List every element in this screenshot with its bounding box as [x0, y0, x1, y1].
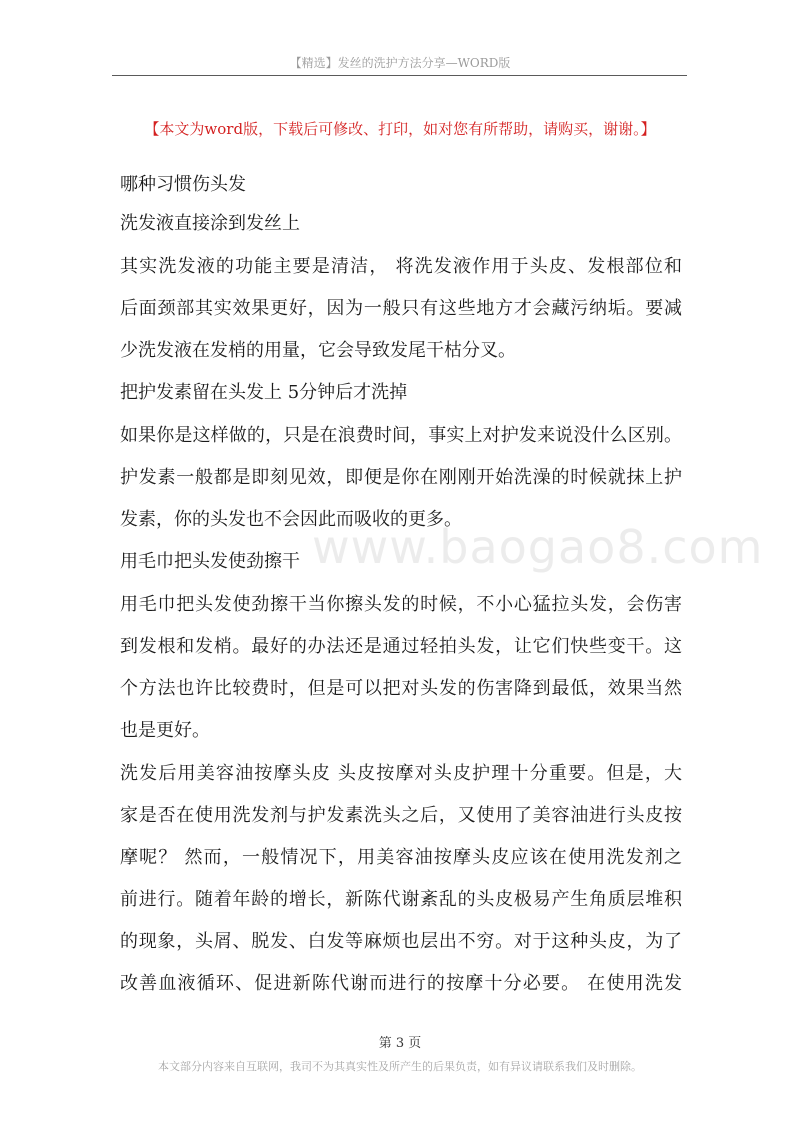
subheading: 把护发素留在头发上 5分钟后才洗掉 [120, 382, 408, 403]
subheading: 用毛巾把头发使劲擦干 [120, 551, 300, 572]
body-line: 家是否在使用洗发剂与护发素洗头之后，又使用了美容油进行头皮按 [120, 805, 682, 826]
subheading: 洗发液直接涂到发丝上 [120, 213, 300, 234]
body-line: 洗发后用美容油按摩头皮 头皮按摩对头皮护理十分重要。但是，大 [120, 763, 682, 784]
body-line: 摩呢？ 然而，一般情况下，用美容油按摩头皮应该在使用洗发剂之 [120, 847, 682, 868]
body-line: 的现象，头屑、脱发、白发等麻烦也层出不穷。对于这种头皮，为了 [120, 931, 682, 952]
body-line: 也是更好。 [120, 720, 210, 741]
section-heading: 哪种习惯伤头发 [120, 174, 246, 195]
site-watermark: www.baogao8.com [312, 520, 764, 574]
body-line: 到发根和发梢。最好的办法还是通过轻拍头发，让它们快些变干。这 [120, 636, 682, 657]
body-line: 前进行。随着年龄的增长，新陈代谢紊乱的头皮极易产生角质层堆积 [120, 889, 682, 910]
body-line: 发素，你的头发也不会因此而吸收的更多。 [120, 509, 462, 530]
body-line: 如果你是这样做的，只是在浪费时间，事实上对护发来说没什么区别。 [120, 425, 682, 446]
body-line: 护发素一般都是即刻见效，即便是你在刚刚开始洗澡的时候就抹上护 [120, 467, 682, 488]
body-line: 改善血液循环、促进新陈代谢而进行的按摩十分必要。 在使用洗发 [120, 973, 682, 994]
body-line: 后面颈部其实效果更好，因为一般只有这些地方才会藏污纳垢。要减 [120, 298, 682, 319]
footer-disclaimer: 本文部分内容来自互联网，我司不为其真实性及所产生的后果负责，如有异议请联系我们及时删除。 [158, 1060, 642, 1073]
body-line: 用毛巾把头发使劲擦干当你擦头发的时候，不小心猛拉头发，会伤害 [120, 594, 682, 615]
body-line: 个方法也许比较费时，但是可以把对头发的伤害降到最低，效果当然 [120, 678, 682, 699]
page-number: 第 3 页 [378, 1036, 422, 1051]
body-line: 其实洗发液的功能主要是清洁， 将洗发液作用于头皮、发根部位和 [120, 256, 682, 277]
purchase-notice: 【本文为word版，下载后可修改、打印，如对您有所帮助，请购买，谢谢。】 [144, 120, 656, 138]
page-header-title: 【精选】发丝的洗护方法分享—WORD版 [289, 56, 511, 70]
header-divider [112, 75, 687, 76]
body-line: 少洗发液在发梢的用量，它会导致发尾干枯分叉。 [120, 340, 516, 361]
